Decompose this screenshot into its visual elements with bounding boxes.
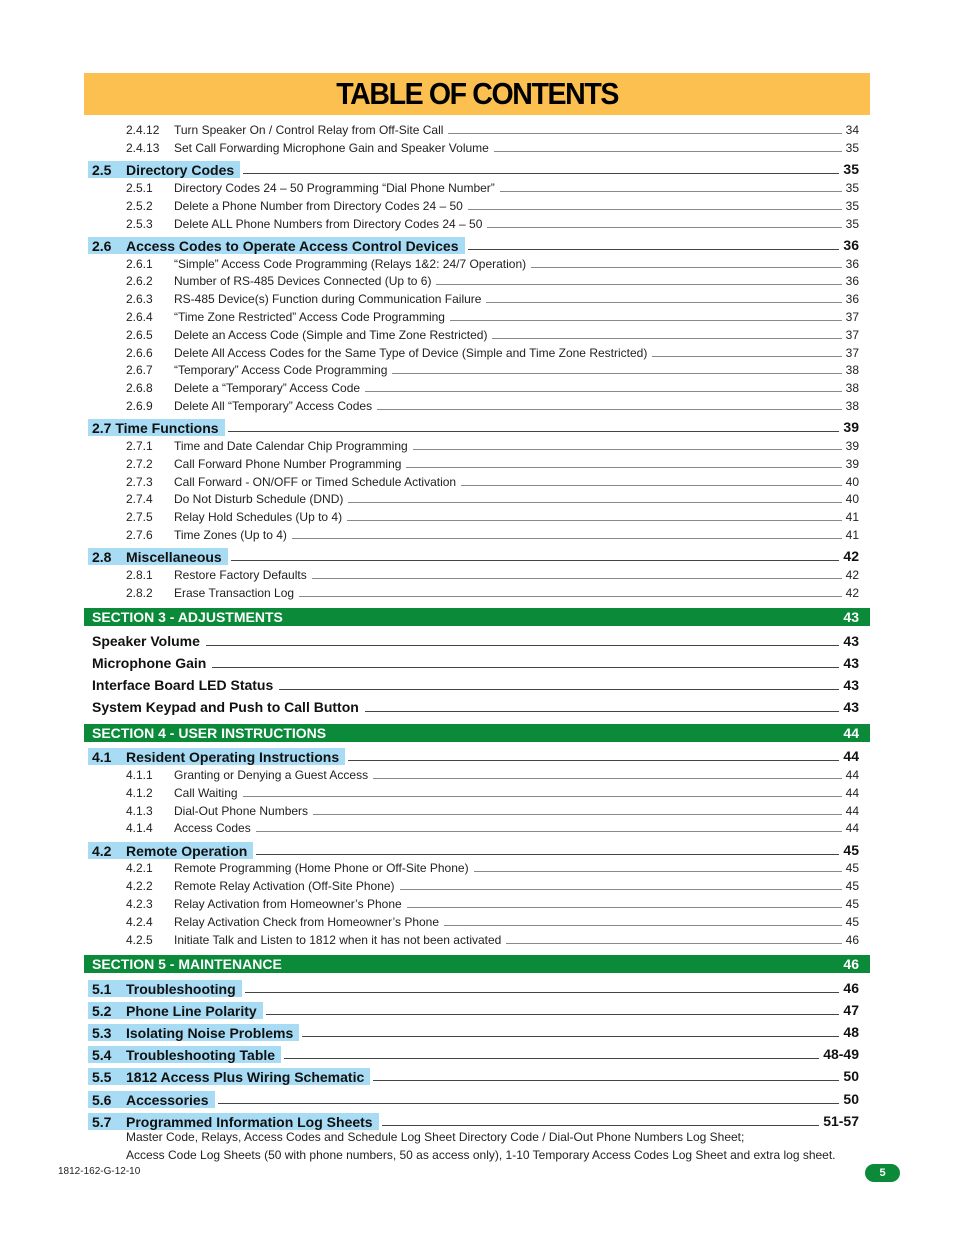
dot-leader bbox=[392, 373, 841, 374]
toc-subentry[interactable] bbox=[0, 783, 954, 801]
dot-leader bbox=[450, 320, 842, 321]
toc-subentry[interactable] bbox=[0, 894, 954, 912]
page-title: TABLE OF CONTENTS bbox=[336, 76, 618, 111]
toc-heading[interactable] bbox=[0, 745, 954, 765]
toc-subentry[interactable] bbox=[0, 507, 954, 525]
entry-number: 2.6.9 bbox=[126, 399, 153, 413]
dot-leader bbox=[256, 854, 839, 855]
heading-title: Remote Operation bbox=[126, 842, 248, 859]
entry-page: 44 bbox=[845, 821, 859, 835]
toc-plain-entry[interactable] bbox=[0, 696, 954, 716]
heading-number: 2.8 bbox=[92, 548, 112, 565]
toc-subentry[interactable] bbox=[0, 472, 954, 490]
entry-title: Delete All “Temporary” Access Codes bbox=[174, 399, 373, 413]
toc-subentry[interactable] bbox=[0, 765, 954, 783]
dot-leader bbox=[461, 485, 842, 486]
entry-page: 44 bbox=[845, 786, 859, 800]
entry-title: “Time Zone Restricted” Access Code Programming bbox=[174, 310, 445, 324]
toc-subentry[interactable] bbox=[0, 583, 954, 601]
entry-page: 43 bbox=[843, 677, 859, 693]
dot-leader bbox=[279, 689, 839, 690]
document-code: 1812-162-G-12-10 bbox=[58, 1166, 141, 1177]
entry-page: 45 bbox=[845, 861, 859, 875]
entry-page: 34 bbox=[845, 123, 859, 137]
entry-number: 4.2.3 bbox=[126, 897, 153, 911]
entry-title: Time and Date Calendar Chip Programming bbox=[174, 439, 408, 453]
entry-page: 46 bbox=[845, 933, 859, 947]
toc-subentry[interactable] bbox=[0, 858, 954, 876]
entry-page: 35 bbox=[845, 141, 859, 155]
entry-title: Relay Activation from Homeowner’s Phone bbox=[174, 897, 402, 911]
heading-title: Isolating Noise Problems bbox=[126, 1024, 294, 1041]
toc-subentry[interactable] bbox=[0, 876, 954, 894]
entry-title: Delete a “Temporary” Access Code bbox=[174, 381, 361, 395]
entry-number: 2.6.2 bbox=[126, 274, 153, 288]
entry-number: 2.5.1 bbox=[126, 181, 153, 195]
entry-title: Remote Relay Activation (Off-Site Phone) bbox=[174, 879, 395, 893]
heading-number: 4.2 bbox=[92, 842, 112, 859]
heading-number: 4.1 bbox=[92, 748, 112, 765]
heading-number: 5.1 bbox=[92, 980, 112, 997]
heading-title: Troubleshooting bbox=[126, 980, 236, 997]
entry-number: 2.5.2 bbox=[126, 199, 153, 213]
entry-page: 35 bbox=[845, 199, 859, 213]
dot-leader bbox=[228, 431, 840, 432]
dot-leader bbox=[348, 760, 839, 761]
entry-page: 39 bbox=[843, 419, 859, 435]
entry-title: Microphone Gain bbox=[92, 655, 209, 671]
heading-number: 5.3 bbox=[92, 1024, 112, 1041]
entry-title: Call Waiting bbox=[174, 786, 238, 800]
dot-leader bbox=[413, 449, 842, 450]
entry-title: Delete an Access Code (Simple and Time Zone Restricted) bbox=[174, 328, 488, 342]
entry-title: Access Codes bbox=[174, 821, 251, 835]
toc-heading[interactable] bbox=[0, 1065, 954, 1085]
entry-title: “Simple” Access Code Programming (Relays 1&2: 24/7 Operation) bbox=[174, 257, 527, 271]
heading-title: 1812 Access Plus Wiring Schematic bbox=[126, 1068, 365, 1085]
entry-title: System Keypad and Push to Call Button bbox=[92, 699, 362, 715]
heading-title: Resident Operating Instructions bbox=[126, 748, 340, 765]
entry-page: 42 bbox=[845, 586, 859, 600]
entry-number: 2.6.5 bbox=[126, 328, 153, 342]
entry-page: 43 bbox=[843, 699, 859, 715]
heading-highlight bbox=[88, 548, 228, 565]
entry-page: 44 bbox=[843, 748, 859, 764]
dot-leader bbox=[292, 538, 842, 539]
entry-title: Turn Speaker On / Control Relay from Off-Site Call bbox=[174, 123, 444, 137]
toc-subentry[interactable] bbox=[0, 120, 954, 138]
section-header[interactable] bbox=[84, 955, 870, 973]
heading-title: Directory Codes bbox=[126, 161, 235, 178]
toc-subentry[interactable] bbox=[0, 289, 954, 307]
entry-number: 2.6.1 bbox=[126, 257, 153, 271]
toc-subentry[interactable] bbox=[0, 525, 954, 543]
entry-number: 2.7.6 bbox=[126, 528, 153, 542]
heading-highlight bbox=[88, 237, 465, 254]
dot-leader bbox=[312, 578, 842, 579]
entry-title: Directory Codes 24 – 50 Programming “Dial Phone Number” bbox=[174, 181, 495, 195]
entry-title: Call Forward - ON/OFF or Timed Schedule Activation bbox=[174, 475, 457, 489]
entry-title: Delete ALL Phone Numbers from Directory Codes 24 – 50 bbox=[174, 217, 483, 231]
entry-title: Delete a Phone Number from Directory Codes 24 – 50 bbox=[174, 199, 463, 213]
toc-subentry[interactable] bbox=[0, 307, 954, 325]
heading-number: 5.5 bbox=[92, 1068, 112, 1085]
entry-number: 2.4.12 bbox=[126, 123, 160, 137]
dot-leader bbox=[531, 267, 841, 268]
dot-leader bbox=[299, 596, 842, 597]
entry-number: 4.1.3 bbox=[126, 804, 153, 818]
dot-leader bbox=[436, 284, 841, 285]
dot-leader bbox=[407, 907, 842, 908]
entry-title: Relay Activation Check from Homeowner’s Phone bbox=[174, 915, 440, 929]
log-sheet-note-line-2: Access Code Log Sheets (50 with phone numbers, 50 as access only), 1-10 Temporary Access Codes Log Sheet and extra log sheet. bbox=[126, 1148, 836, 1162]
toc-heading[interactable] bbox=[0, 977, 954, 997]
entry-title: Speaker Volume bbox=[92, 633, 203, 649]
dot-leader bbox=[231, 560, 840, 561]
toc-subentry[interactable] bbox=[0, 196, 954, 214]
dot-leader bbox=[506, 943, 841, 944]
dot-leader bbox=[347, 520, 842, 521]
entry-title: Relay Hold Schedules (Up to 4) bbox=[174, 510, 343, 524]
toc-heading[interactable] bbox=[0, 1021, 954, 1041]
entry-page: 45 bbox=[845, 897, 859, 911]
entry-page: 43 bbox=[843, 633, 859, 649]
entry-number: 4.1.1 bbox=[126, 768, 153, 782]
entry-number: 4.2.2 bbox=[126, 879, 153, 893]
entry-title: RS-485 Device(s) Function during Communication Failure bbox=[174, 292, 482, 306]
dot-leader bbox=[448, 133, 841, 134]
section-title: SECTION 5 - MAINTENANCE bbox=[92, 956, 282, 972]
dot-leader bbox=[486, 302, 841, 303]
entry-page: 41 bbox=[845, 510, 859, 524]
heading-title: 2.7 Time Functions bbox=[92, 419, 219, 436]
entry-page: 45 bbox=[845, 915, 859, 929]
entry-title: Call Forward Phone Number Programming bbox=[174, 457, 402, 471]
entry-number: 4.1.4 bbox=[126, 821, 153, 835]
toc-heading[interactable] bbox=[0, 999, 954, 1019]
dot-leader bbox=[468, 249, 840, 250]
toc-subentry[interactable] bbox=[0, 930, 954, 948]
heading-highlight bbox=[88, 748, 345, 765]
heading-highlight bbox=[88, 161, 240, 178]
entry-number: 2.6.7 bbox=[126, 363, 153, 377]
dot-leader bbox=[266, 1014, 840, 1015]
entry-title: Number of RS-485 Devices Connected (Up to 6) bbox=[174, 274, 432, 288]
dot-leader bbox=[373, 778, 842, 779]
entry-page: 40 bbox=[845, 475, 859, 489]
entry-number: 2.4.13 bbox=[126, 141, 160, 155]
heading-number: 2.6 bbox=[92, 237, 112, 254]
toc-heading[interactable] bbox=[0, 234, 954, 254]
toc-heading[interactable] bbox=[0, 1088, 954, 1108]
entry-page: 50 bbox=[843, 1091, 859, 1107]
entry-title: Erase Transaction Log bbox=[174, 586, 295, 600]
heading-title: Access Codes to Operate Access Control Devices bbox=[126, 237, 459, 254]
entry-title: Dial-Out Phone Numbers bbox=[174, 804, 309, 818]
section-page: 44 bbox=[843, 725, 859, 741]
dot-leader bbox=[444, 925, 842, 926]
entry-number: 2.8.2 bbox=[126, 586, 153, 600]
dot-leader bbox=[365, 391, 842, 392]
dot-leader bbox=[212, 667, 839, 668]
section-title: SECTION 4 - USER INSTRUCTIONS bbox=[92, 725, 327, 741]
entry-number: 2.7.3 bbox=[126, 475, 153, 489]
heading-highlight bbox=[88, 1024, 299, 1041]
dot-leader bbox=[373, 1080, 839, 1081]
entry-number: 2.6.3 bbox=[126, 292, 153, 306]
dot-leader bbox=[313, 814, 842, 815]
heading-title: Troubleshooting Table bbox=[126, 1046, 276, 1063]
dot-leader bbox=[245, 992, 840, 993]
toc-subentry[interactable] bbox=[0, 396, 954, 414]
toc-plain-entry[interactable] bbox=[0, 652, 954, 672]
toc-heading[interactable] bbox=[0, 1110, 954, 1130]
page-number-badge bbox=[865, 1164, 900, 1182]
toc-subentry[interactable] bbox=[0, 254, 954, 272]
entry-page: 45 bbox=[845, 879, 859, 893]
heading-number: 2.5 bbox=[92, 161, 112, 178]
entry-page: 39 bbox=[845, 457, 859, 471]
dot-leader bbox=[284, 1058, 819, 1059]
heading-highlight bbox=[88, 1113, 379, 1130]
dot-leader bbox=[492, 338, 841, 339]
entry-number: 2.6.4 bbox=[126, 310, 153, 324]
dot-leader bbox=[487, 227, 841, 228]
entry-number: 4.2.4 bbox=[126, 915, 153, 929]
toc-subentry[interactable] bbox=[0, 436, 954, 454]
toc-plain-entry[interactable] bbox=[0, 630, 954, 650]
heading-highlight bbox=[88, 842, 253, 859]
toc-heading[interactable] bbox=[0, 1043, 954, 1063]
entry-page: 51-57 bbox=[823, 1113, 859, 1129]
entry-page: 38 bbox=[845, 363, 859, 377]
toc-subentry[interactable] bbox=[0, 489, 954, 507]
heading-highlight bbox=[88, 980, 242, 997]
dot-leader bbox=[652, 356, 841, 357]
heading-highlight bbox=[88, 1091, 215, 1108]
entry-page: 50 bbox=[843, 1068, 859, 1084]
heading-highlight bbox=[88, 1046, 281, 1063]
entry-number: 4.1.2 bbox=[126, 786, 153, 800]
section-header[interactable] bbox=[84, 608, 870, 626]
toc-subentry[interactable] bbox=[0, 271, 954, 289]
toc-plain-entry[interactable] bbox=[0, 674, 954, 694]
entry-page: 40 bbox=[845, 492, 859, 506]
entry-title: Interface Board LED Status bbox=[92, 677, 276, 693]
entry-page: 37 bbox=[845, 310, 859, 324]
entry-page: 37 bbox=[845, 328, 859, 342]
heading-number: 5.6 bbox=[92, 1091, 112, 1108]
dot-leader bbox=[256, 831, 842, 832]
dot-leader bbox=[382, 1125, 820, 1126]
toc-subentry[interactable] bbox=[0, 360, 954, 378]
entry-number: 2.6.8 bbox=[126, 381, 153, 395]
entry-page: 36 bbox=[845, 292, 859, 306]
heading-highlight bbox=[88, 1002, 263, 1019]
log-sheet-note-line-1: Master Code, Relays, Access Codes and Schedule Log Sheet Directory Code / Dial-Out Phone Numbers Log Sheet; bbox=[126, 1130, 745, 1144]
entry-title: “Temporary” Access Code Programming bbox=[174, 363, 388, 377]
heading-title: Programmed Information Log Sheets bbox=[126, 1113, 373, 1130]
toc-subentry[interactable] bbox=[0, 138, 954, 156]
heading-highlight bbox=[88, 1068, 370, 1085]
entry-page: 38 bbox=[845, 381, 859, 395]
entry-number: 2.6.6 bbox=[126, 346, 153, 360]
entry-page: 35 bbox=[845, 181, 859, 195]
entry-title: Granting or Denying a Guest Access bbox=[174, 768, 369, 782]
heading-title: Accessories bbox=[126, 1091, 209, 1108]
entry-title: Time Zones (Up to 4) bbox=[174, 528, 287, 542]
entry-page: 47 bbox=[843, 1002, 859, 1018]
dot-leader bbox=[218, 1103, 840, 1104]
section-title: SECTION 3 - ADJUSTMENTS bbox=[92, 609, 283, 625]
entry-page: 35 bbox=[843, 161, 859, 177]
entry-number: 2.5.3 bbox=[126, 217, 153, 231]
entry-page: 35 bbox=[845, 217, 859, 231]
dot-leader bbox=[406, 467, 841, 468]
dot-leader bbox=[468, 209, 842, 210]
entry-page: 41 bbox=[845, 528, 859, 542]
entry-number: 4.2.1 bbox=[126, 861, 153, 875]
entry-page: 44 bbox=[845, 804, 859, 818]
entry-page: 48 bbox=[843, 1024, 859, 1040]
toc-subentry[interactable] bbox=[0, 178, 954, 196]
dot-leader bbox=[206, 645, 840, 646]
entry-number: 2.8.1 bbox=[126, 568, 153, 582]
toc-heading[interactable] bbox=[0, 416, 954, 436]
dot-leader bbox=[302, 1036, 839, 1037]
toc-subentry[interactable] bbox=[0, 454, 954, 472]
entry-title: Remote Programming (Home Phone or Off-Site Phone) bbox=[174, 861, 469, 875]
dot-leader bbox=[348, 502, 841, 503]
entry-page: 42 bbox=[843, 548, 859, 564]
dot-leader bbox=[377, 409, 842, 410]
entry-page: 39 bbox=[845, 439, 859, 453]
page-number: 5 bbox=[879, 1167, 886, 1179]
heading-number: 5.4 bbox=[92, 1046, 112, 1063]
dot-leader bbox=[243, 173, 839, 174]
entry-title: Restore Factory Defaults bbox=[174, 568, 307, 582]
toc-subentry[interactable] bbox=[0, 325, 954, 343]
entry-title: Do Not Disturb Schedule (DND) bbox=[174, 492, 344, 506]
entry-number: 2.7.5 bbox=[126, 510, 153, 524]
entry-title: Initiate Talk and Listen to 1812 when it has not been activated bbox=[174, 933, 502, 947]
section-page: 46 bbox=[843, 956, 859, 972]
heading-number: 5.7 bbox=[92, 1113, 112, 1130]
entry-page: 48-49 bbox=[823, 1046, 859, 1062]
toc-subentry[interactable] bbox=[0, 214, 954, 232]
dot-leader bbox=[494, 151, 842, 152]
toc-subentry[interactable] bbox=[0, 801, 954, 819]
entry-page: 42 bbox=[845, 568, 859, 582]
toc-heading[interactable] bbox=[0, 839, 954, 859]
toc-subentry[interactable] bbox=[0, 912, 954, 930]
entry-page: 37 bbox=[845, 346, 859, 360]
entry-page: 36 bbox=[843, 237, 859, 253]
section-page: 43 bbox=[843, 609, 859, 625]
entry-page: 36 bbox=[845, 257, 859, 271]
entry-number: 2.7.1 bbox=[126, 439, 153, 453]
toc-heading[interactable] bbox=[0, 158, 954, 178]
entry-page: 44 bbox=[845, 768, 859, 782]
toc-heading[interactable] bbox=[0, 545, 954, 565]
toc-subentry[interactable] bbox=[0, 343, 954, 361]
dot-leader bbox=[365, 711, 840, 712]
dot-leader bbox=[474, 871, 842, 872]
entry-page: 36 bbox=[845, 274, 859, 288]
entry-page: 45 bbox=[843, 842, 859, 858]
dot-leader bbox=[400, 889, 842, 890]
toc-subentry[interactable] bbox=[0, 565, 954, 583]
entry-number: 4.2.5 bbox=[126, 933, 153, 947]
toc-subentry[interactable] bbox=[0, 818, 954, 836]
entry-page: 38 bbox=[845, 399, 859, 413]
entry-title: Set Call Forwarding Microphone Gain and Speaker Volume bbox=[174, 141, 489, 155]
entry-page: 46 bbox=[843, 980, 859, 996]
heading-highlight bbox=[88, 419, 225, 436]
dot-leader bbox=[243, 796, 842, 797]
heading-number: 5.2 bbox=[92, 1002, 112, 1019]
entry-page: 43 bbox=[843, 655, 859, 671]
entry-number: 2.7.2 bbox=[126, 457, 153, 471]
dot-leader bbox=[500, 191, 842, 192]
heading-title: Phone Line Polarity bbox=[126, 1002, 257, 1019]
entry-number: 2.7.4 bbox=[126, 492, 153, 506]
section-header[interactable] bbox=[84, 724, 870, 742]
toc-subentry[interactable] bbox=[0, 378, 954, 396]
heading-title: Miscellaneous bbox=[126, 548, 222, 565]
toc-title-banner bbox=[84, 73, 870, 115]
entry-title: Delete All Access Codes for the Same Type of Device (Simple and Time Zone Restricted) bbox=[174, 346, 648, 360]
